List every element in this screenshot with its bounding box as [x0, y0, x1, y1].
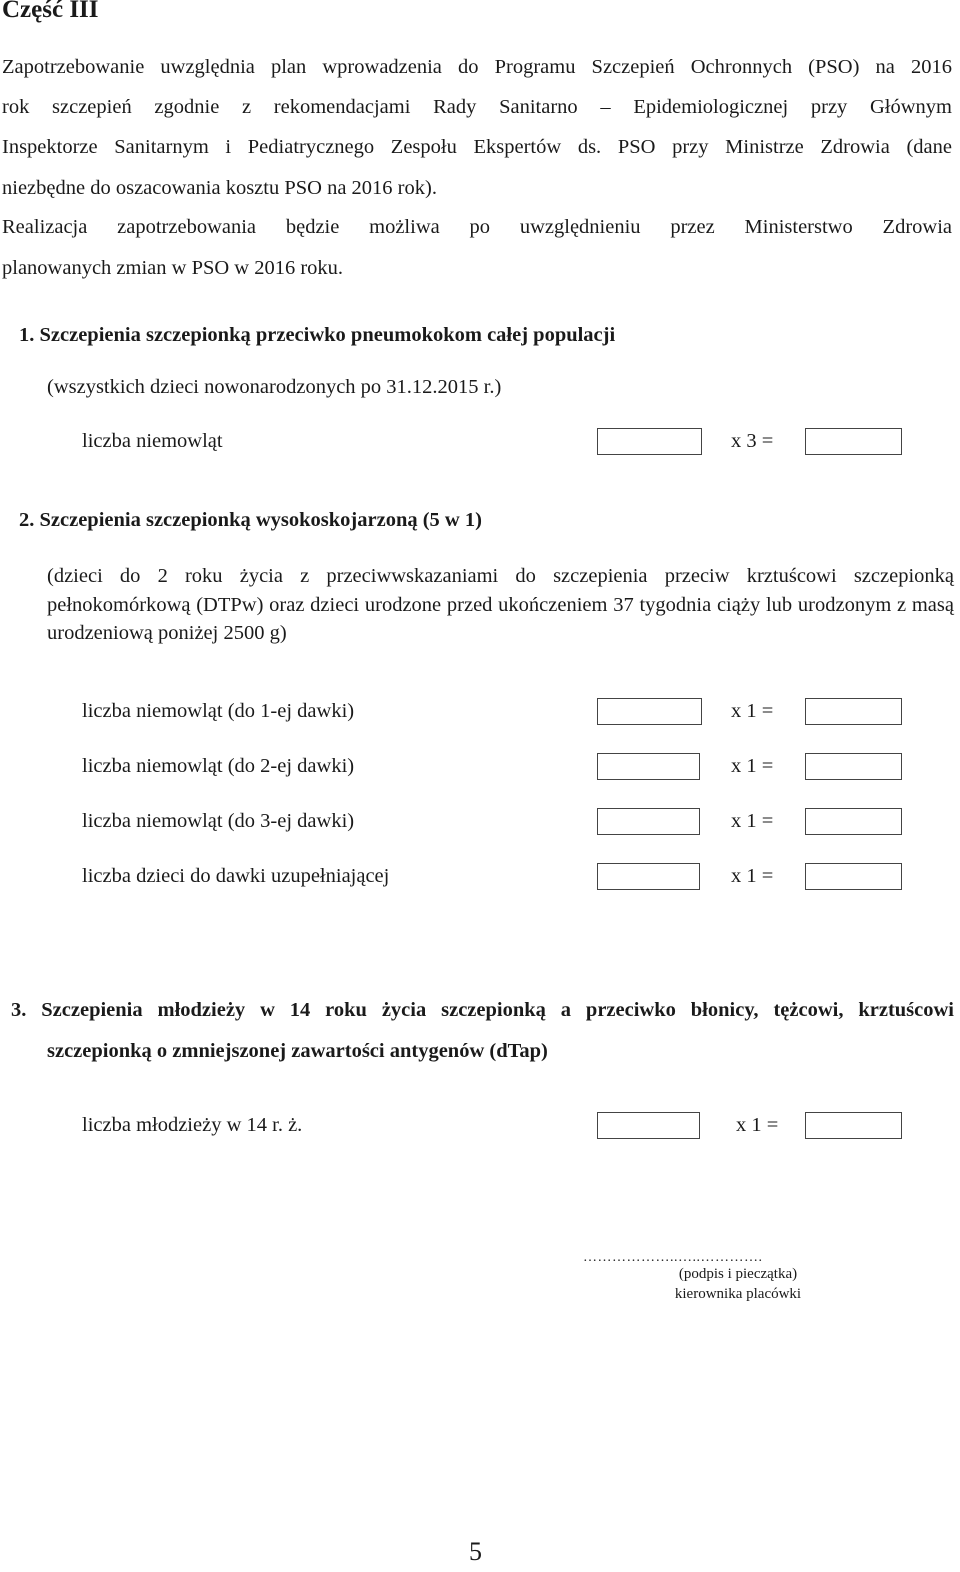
intro-line-1: Zapotrzebowanie uwzględnia plan wprowadzenia do Programu Szczepień Ochronnych (PSO) na 2016 — [2, 56, 952, 78]
count-input[interactable] — [597, 1112, 700, 1139]
count-input[interactable] — [597, 808, 700, 835]
intro-line-4: niezbędne do oszacowania kosztu PSO na 2016 rok). — [2, 177, 437, 199]
count-input[interactable] — [597, 698, 702, 725]
row-label: liczba niemowląt — [82, 430, 223, 452]
result-input[interactable] — [805, 1112, 902, 1139]
row-multiplier: x 1 = — [731, 755, 774, 777]
count-input[interactable] — [597, 428, 702, 455]
intro-line-5: Realizacja zapotrzebowania będzie możliwa po uwzględnieniu przez Ministerstwo Zdrowia — [2, 216, 952, 238]
row-multiplier: x 1 = — [731, 700, 774, 722]
section-1-subtitle: (wszystkich dzieci nowonarodzonych po 31.12.2015 r.) — [47, 376, 502, 398]
page-number: 5 — [469, 1537, 482, 1566]
section-2-description: (dzieci do 2 roku życia z przeciwwskazaniami do szczepienia przeciw krztuścowi szczepionką pełnokomórkową (DTPw) oraz dzieci urodzone przed ukończeniem 37 tygodnia ciąży lub urodzonym z masą urodzeniową poniżej 2500 g) — [47, 565, 954, 644]
result-input[interactable] — [805, 808, 902, 835]
count-input[interactable] — [597, 863, 700, 890]
result-input[interactable] — [805, 863, 902, 890]
signature-caption-2: kierownika placówki — [674, 1286, 802, 1302]
row-label: liczba niemowląt (do 1-ej dawki) — [82, 700, 355, 722]
section-3-title-continued: szczepionką o zmniejszonej zawartości antygenów (dTap) — [47, 1040, 548, 1062]
row-multiplier: x 3 = — [731, 430, 774, 452]
row-multiplier: x 1 = — [731, 865, 774, 887]
row-multiplier: x 1 = — [731, 810, 774, 832]
intro-line-2: rok szczepień zgodnie z rekomendacjami Rady Sanitarno – Epidemiologicznej przy Głównym — [2, 96, 952, 118]
page-title: Część III — [2, 0, 99, 23]
row-label: liczba niemowląt (do 2-ej dawki) — [82, 755, 355, 777]
result-input[interactable] — [805, 753, 902, 780]
section-1-title: 1. Szczepienia szczepionką przeciwko pneumokokom całej populacji — [19, 324, 616, 346]
intro-line-3: Inspektorze Sanitarnym i Pediatrycznego Zespołu Ekspertów ds. PSO przy Ministrze Zdrowia (dane — [2, 136, 952, 158]
section-3-title: 3. Szczepienia młodzieży w 14 roku życia szczepionką a przeciwko błonicy, tężcowi, krztuścowi — [11, 999, 954, 1021]
count-input[interactable] — [597, 753, 700, 780]
row-label: liczba młodzieży w 14 r. ż. — [82, 1114, 303, 1136]
row-label: liczba dzieci do dawki uzupełniającej — [82, 865, 390, 887]
signature-caption: (podpis i pieczątka) — [678, 1266, 798, 1282]
intro-line-6: planowanych zmian w PSO w 2016 roku. — [2, 257, 344, 279]
row-multiplier: x 1 = — [736, 1114, 779, 1136]
signature-line: ………………..…..…………. — [583, 1250, 763, 1265]
section-2-title: 2. Szczepienia szczepionką wysokoskojarzoną (5 w 1) — [19, 509, 482, 531]
row-label: liczba niemowląt (do 3-ej dawki) — [82, 810, 355, 832]
result-input[interactable] — [805, 428, 902, 455]
result-input[interactable] — [805, 698, 902, 725]
